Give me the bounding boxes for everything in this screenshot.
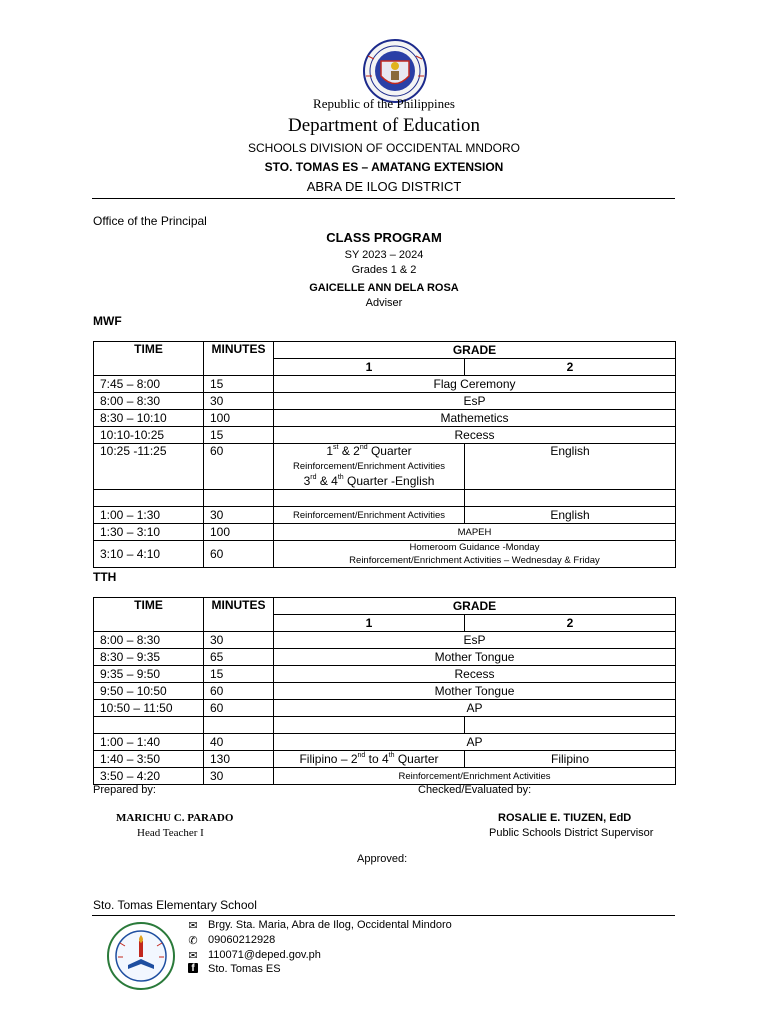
activity-cell: Flag Ceremony (274, 376, 676, 393)
reinforcement-line: Reinforcement/Enrichment Activities – Wednesday & Friday (349, 555, 600, 566)
mwf-schedule-table (93, 341, 676, 568)
quarter-line-1: 1st & 2nd Quarter (326, 444, 412, 458)
time-cell: 1:30 – 3:10 (94, 524, 204, 541)
table-row (94, 393, 676, 410)
school-year: SY 2023 – 2024 (344, 249, 424, 261)
activity-cell: MAPEH (274, 524, 676, 541)
time-cell: 1:00 – 1:40 (94, 734, 204, 751)
time-cell: 8:00 – 8:30 (94, 632, 204, 649)
email-icon: ✉ (188, 950, 198, 962)
activity-cell: Mother Tongue (274, 649, 676, 666)
table-row-blank (94, 490, 676, 507)
minutes-cell: 30 (204, 632, 274, 649)
checked-by-title: Public Schools District Supervisor (489, 827, 654, 839)
minutes-cell: 65 (204, 649, 274, 666)
time-cell: 10:25 -11:25 (94, 444, 204, 490)
table-row (94, 751, 676, 768)
table-row (94, 632, 676, 649)
minutes-cell: 130 (204, 751, 274, 768)
quarter-line-2: 3rd & 4th Quarter -English (303, 474, 435, 488)
adviser-role: Adviser (365, 297, 403, 309)
phone-icon: ✆ (188, 935, 198, 947)
activity-cell: AP (274, 734, 676, 751)
footer-facebook: Sto. Tomas ES (208, 963, 281, 975)
time-cell: 10:10-10:25 (94, 427, 204, 444)
table-row (94, 410, 676, 427)
time-cell: 8:30 – 10:10 (94, 410, 204, 427)
minutes-cell: 30 (204, 507, 274, 524)
table-header-row (94, 598, 676, 615)
footer-address: Brgy. Sta. Maria, Abra de Ilog, Occidental Mindoro (208, 919, 452, 931)
grade-1-cell: Reinforcement/Enrichment Activities (274, 507, 465, 524)
office-line: Office of the Principal (93, 214, 207, 228)
time-cell: 7:45 – 8:00 (94, 376, 204, 393)
table-row-blank (94, 717, 676, 734)
table-row (94, 444, 676, 490)
minutes-cell: 15 (204, 376, 274, 393)
prepared-by-name: MARICHU C. PARADO (116, 812, 234, 824)
tth-label: TTH (93, 570, 117, 584)
activity-cell: Mathemetics (274, 410, 676, 427)
activity-cell: EsP (274, 632, 676, 649)
time-cell: 10:50 – 11:50 (94, 700, 204, 717)
grade-1-header: 1 (274, 615, 465, 632)
table-row (94, 376, 676, 393)
time-cell: 9:50 – 10:50 (94, 683, 204, 700)
grade-1-cell: Filipino – 2nd to 4th Quarter (274, 751, 465, 768)
minutes-cell: 100 (204, 410, 274, 427)
prepared-by-label: Prepared by: (93, 784, 156, 796)
time-cell: 8:30 – 9:35 (94, 649, 204, 666)
grade-2-header: 2 (465, 359, 676, 376)
mwf-label: MWF (93, 314, 122, 328)
minutes-cell: 40 (204, 734, 274, 751)
activity-cell: AP (274, 700, 676, 717)
minutes-cell: 15 (204, 427, 274, 444)
program-title: CLASS PROGRAM (326, 230, 442, 245)
grade-2-cell: Filipino (465, 751, 676, 768)
time-cell: 3:50 – 4:20 (94, 768, 204, 785)
prepared-by-title: Head Teacher I (137, 827, 204, 839)
time-cell: 9:35 – 9:50 (94, 666, 204, 683)
header-rule (92, 198, 675, 199)
minutes-cell: 60 (204, 700, 274, 717)
table-row (94, 507, 676, 524)
reinforcement-line: Reinforcement/Enrichment Activities (292, 461, 446, 472)
school-line: STO. TOMAS ES – AMATANG EXTENSION (264, 160, 504, 174)
tth-schedule-table (93, 597, 676, 785)
checked-by-name: ROSALIE E. TIUZEN, EdD (498, 812, 632, 824)
checked-by-label: Checked/Evaluated by: (418, 784, 532, 796)
minutes-cell: 30 (204, 768, 274, 785)
grade-1-cell (274, 444, 465, 490)
grades-line: Grades 1 & 2 (351, 264, 417, 276)
minutes-header: MINUTES (204, 342, 274, 376)
table-row (94, 734, 676, 751)
grade-2-header: 2 (465, 615, 676, 632)
activity-cell: Mother Tongue (274, 683, 676, 700)
minutes-cell: 60 (204, 444, 274, 490)
minutes-header: MINUTES (204, 598, 274, 632)
time-cell: 1:00 – 1:30 (94, 507, 204, 524)
grade-header: GRADE (274, 342, 676, 359)
republic-line: Republic of the Philippines (313, 96, 455, 111)
table-row (94, 427, 676, 444)
facebook-icon: f (186, 963, 200, 974)
activity-cell: Recess (274, 666, 676, 683)
footer-email: 110071@deped.gov.ph (208, 949, 321, 961)
school-logo (106, 921, 176, 991)
time-cell: 1:40 – 3:50 (94, 751, 204, 768)
minutes-cell: 60 (204, 541, 274, 568)
time-cell: 8:00 – 8:30 (94, 393, 204, 410)
minutes-cell: 15 (204, 666, 274, 683)
table-row (94, 768, 676, 785)
time-header: TIME (94, 598, 204, 632)
grade-header: GRADE (274, 598, 676, 615)
footer-school-name: Sto. Tomas Elementary School (93, 898, 257, 912)
approved-label: Approved: (357, 853, 408, 865)
table-row (94, 666, 676, 683)
division-line: SCHOOLS DIVISION OF OCCIDENTAL MNDORO (247, 141, 521, 155)
adviser-name: GAICELLE ANN DELA ROSA (309, 282, 459, 294)
table-row (94, 649, 676, 666)
homeroom-line: Homeroom Guidance -Monday (409, 542, 540, 553)
envelope-icon: ✉ (188, 920, 198, 932)
time-cell: 3:10 – 4:10 (94, 541, 204, 568)
activity-cell (274, 541, 676, 568)
table-row (94, 700, 676, 717)
minutes-cell: 30 (204, 393, 274, 410)
minutes-cell: 60 (204, 683, 274, 700)
grade-1-header: 1 (274, 359, 465, 376)
minutes-cell: 100 (204, 524, 274, 541)
activity-cell: Recess (274, 427, 676, 444)
district-line: ABRA DE ILOG DISTRICT (306, 179, 462, 194)
table-row (94, 683, 676, 700)
grade-2-cell: English (465, 507, 676, 524)
footer-rule (92, 915, 675, 916)
footer-phone: 09060212928 (208, 934, 276, 946)
grade-2-cell: English (465, 444, 676, 490)
table-row (94, 541, 676, 568)
time-header: TIME (94, 342, 204, 376)
table-row (94, 524, 676, 541)
activity-cell: Reinforcement/Enrichment Activities (274, 768, 676, 785)
department-line: Department of Education (287, 115, 481, 136)
activity-cell: EsP (274, 393, 676, 410)
table-header-row (94, 342, 676, 359)
